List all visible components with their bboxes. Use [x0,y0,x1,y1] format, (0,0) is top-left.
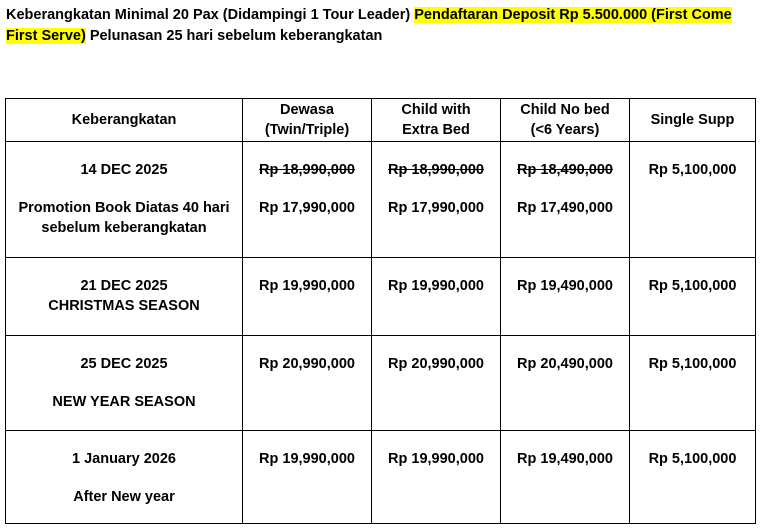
intro-paragraph [6,5,762,47]
promo-price: Rp 17,990,000 [259,200,355,216]
promo-price: Rp 17,990,000 [388,200,484,216]
single-supp-cell: Rp 5,100,000 [630,431,756,524]
departure-date: 14 DEC 2025 [80,162,168,178]
intro-minimum-pax: Keberangkatan Minimal 20 Pax (Didampingi 1 Tour Leader) [6,7,415,23]
old-price: Rp 18,490,000 [517,162,613,178]
old-price: Rp 18,990,000 [388,162,484,178]
departure-date: 21 DEC 2025 [80,278,168,294]
promo-price: Rp 17,490,000 [517,200,613,216]
child-extra-price-cell: Rp 19,990,000 [372,431,501,524]
departure-cell [6,258,243,336]
table-header-row [6,99,756,142]
single-price: Rp 5,100,000 [648,162,737,178]
header-child-no-bed: Child No bed (<6 Years) [501,99,630,142]
child-extra-price-cell: Rp 19,990,000 [372,258,501,336]
single-supp-cell: Rp 5,100,000 [630,336,756,431]
child-nobed-price-cell [501,142,630,258]
table-row [6,258,756,336]
price-table [5,98,756,524]
header-adult: Dewasa (Twin/Triple) [243,99,372,142]
header-child-extra-bed: Child with Extra Bed [372,99,501,142]
departure-cell [6,142,243,258]
single-supp-cell [630,142,756,258]
adult-price-cell [243,142,372,258]
intro-payment-deadline: Pelunasan 25 hari sebelum keberangkatan [85,28,383,44]
adult-price-cell: Rp 20,990,000 [243,336,372,431]
table-row [6,431,756,524]
departure-date: 1 January 2026 [72,451,176,467]
departure-note: Promotion Book Diatas 40 hari [18,200,230,216]
departure-note: sebelum keberangkatan [41,220,207,236]
single-supp-cell: Rp 5,100,000 [630,258,756,336]
table-row [6,142,756,258]
old-price: Rp 18,990,000 [259,162,355,178]
departure-note: NEW YEAR SEASON [52,394,196,410]
header-departure: Keberangkatan [6,99,243,142]
adult-price-cell: Rp 19,990,000 [243,258,372,336]
departure-note: After New year [73,489,175,505]
departure-cell [6,336,243,431]
table-row [6,336,756,431]
adult-price-cell: Rp 19,990,000 [243,431,372,524]
child-nobed-price-cell: Rp 20,490,000 [501,336,630,431]
header-single-supp: Single Supp [630,99,756,142]
departure-cell [6,431,243,524]
intro-deposit-highlight: Pendaftaran Deposit Rp 5.500.000 (First Come First Serve) [6,7,732,44]
child-nobed-price-cell: Rp 19,490,000 [501,431,630,524]
child-extra-price-cell: Rp 20,990,000 [372,336,501,431]
departure-note: CHRISTMAS SEASON [48,298,200,314]
child-nobed-price-cell: Rp 19,490,000 [501,258,630,336]
departure-date: 25 DEC 2025 [80,356,168,372]
child-extra-price-cell [372,142,501,258]
